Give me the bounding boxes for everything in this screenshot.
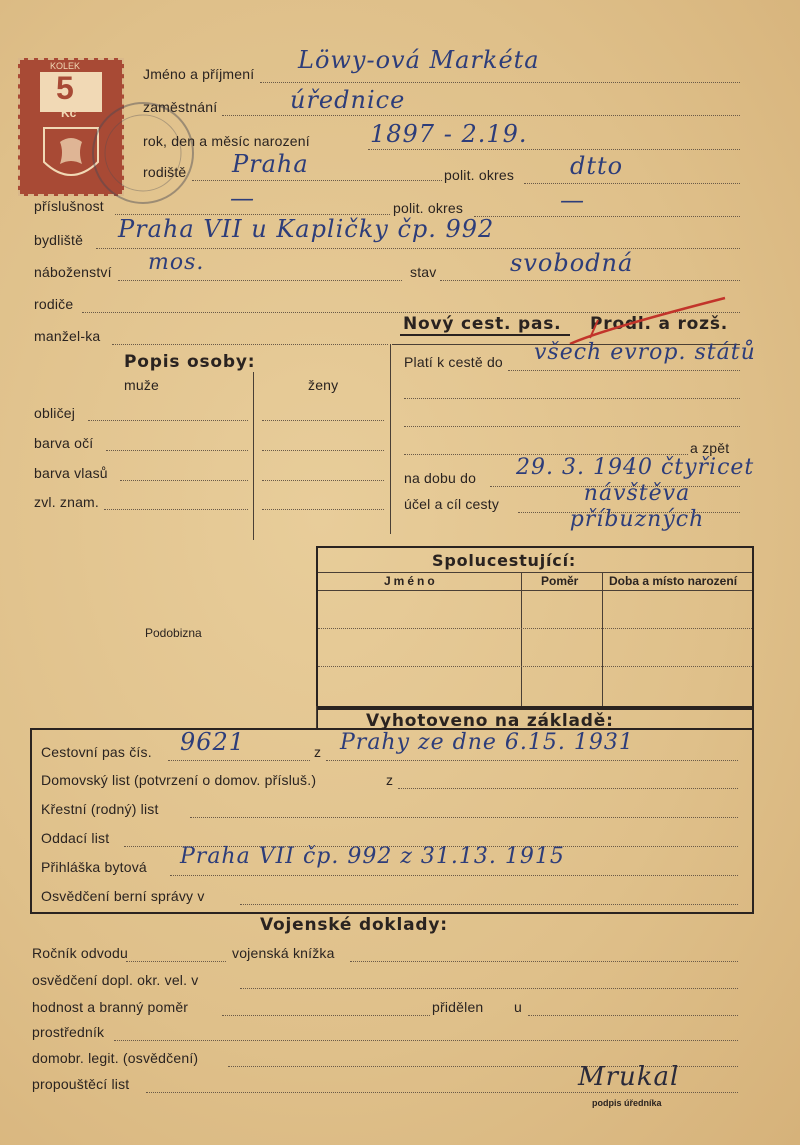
female-column-label: ženy: [308, 377, 339, 393]
registration-value: Praha VII čp. 992 z 31.13. 1915: [180, 844, 565, 869]
district-value: dtto: [570, 152, 624, 180]
purpose-value: návštěva příbuzných: [569, 481, 705, 532]
military-book-label: vojenská knížka: [232, 945, 335, 961]
stamp-value: 5: [56, 70, 74, 106]
military-title: Vojenské doklady:: [260, 915, 448, 935]
purpose-label: účel a cíl cesty: [404, 496, 500, 512]
rank-label: hodnost a branný poměr: [32, 999, 189, 1015]
residence-value: Praha VII u Kapličky čp. 992: [118, 215, 495, 243]
district2-value: —: [560, 186, 585, 214]
domicile-from-label: z: [386, 772, 394, 788]
companions-title: Spolucestující:: [432, 551, 577, 570]
birthplace-label: rodiště: [143, 164, 187, 180]
name-label: Jméno a příjmení: [143, 66, 255, 82]
passport-number-label: Cestovní pas čís.: [41, 744, 152, 760]
hair-color-label: barva vlasů: [34, 465, 108, 481]
citizenship-label: příslušnost: [34, 198, 104, 214]
status-label: stav: [410, 264, 437, 280]
home-guard-label: domobr. legit. (osvědčení): [32, 1050, 199, 1066]
conscription-year-label: Ročník odvodu: [32, 945, 128, 961]
companion-relation-header: Poměr: [541, 574, 579, 588]
religion-label: náboženství: [34, 264, 112, 280]
discharge-label: propouštěcí list: [32, 1076, 130, 1092]
passport-number-value: 9621: [180, 728, 246, 756]
spouse-label: manžel-ka: [34, 328, 101, 344]
valid-to-label: Platí k cestě do: [404, 354, 503, 370]
companion-name-header: Jméno: [384, 574, 438, 588]
extend-passport-option: Prodl. a rozš.: [590, 314, 729, 334]
district-label: polit. okres: [444, 167, 515, 183]
male-column-label: muže: [124, 377, 160, 393]
official-signature: Mrukal: [578, 1062, 680, 1092]
religion-value: mos.: [148, 250, 205, 275]
occupation-label: zaměstnání: [143, 99, 218, 115]
eye-color-label: barva očí: [34, 435, 94, 451]
valid-to-value: všech evrop. států: [534, 340, 756, 365]
signature-caption: podpis úředníka: [592, 1098, 662, 1108]
citizenship-value: —: [230, 184, 255, 212]
passport-from-value: Prahy ze dne 6.15. 1931: [340, 730, 634, 755]
stamp-top-text: KOLEK: [50, 61, 81, 71]
birthplace-value: Praha: [232, 150, 309, 178]
birth-value: 1897 - 2.19.: [370, 120, 528, 148]
duration-value: 29. 3. 1940 čtyřicet: [516, 455, 755, 480]
and-back-label: a zpět: [690, 440, 730, 456]
residence-label: bydliště: [34, 232, 84, 248]
parents-label: rodiče: [34, 296, 74, 312]
face-label: obličej: [34, 405, 76, 421]
special-marks-label: zvl. znam.: [34, 494, 100, 510]
issued-basis-title: Vyhotoveno na základě:: [366, 711, 614, 731]
photo-placeholder-label: Podobizna: [145, 626, 202, 640]
passport-from-label: z: [314, 744, 322, 760]
status-value: svobodná: [510, 249, 634, 277]
companion-birth-header: Doba a místo narození: [609, 574, 738, 588]
new-passport-option: Nový cest. pas.: [403, 314, 562, 334]
birth-label: rok, den a měsíc narození: [143, 133, 310, 149]
assigned-label: přidělen: [432, 999, 484, 1015]
name-value: Löwy-ová Markéta: [298, 46, 540, 74]
certificate-label: osvědčení dopl. okr. vel. v: [32, 972, 199, 988]
intermediary-label: prostředník: [32, 1024, 105, 1040]
stamp-unit: Kč: [61, 106, 77, 120]
tax-office-label: Osvědčení berní správy v: [41, 888, 205, 904]
marriage-certificate-label: Oddací list: [41, 830, 110, 846]
assigned-u-label: u: [514, 999, 522, 1015]
occupation-value: úřednice: [290, 86, 406, 114]
birth-certificate-label: Křestní (rodný) list: [41, 801, 159, 817]
district2-label: polit. okres: [393, 200, 464, 216]
domicile-label: Domovský list (potvrzení o domov. přísluš.): [41, 772, 317, 788]
description-title: Popis osoby:: [124, 352, 256, 372]
duration-label: na dobu do: [404, 470, 477, 486]
registration-label: Přihláška bytová: [41, 859, 147, 875]
